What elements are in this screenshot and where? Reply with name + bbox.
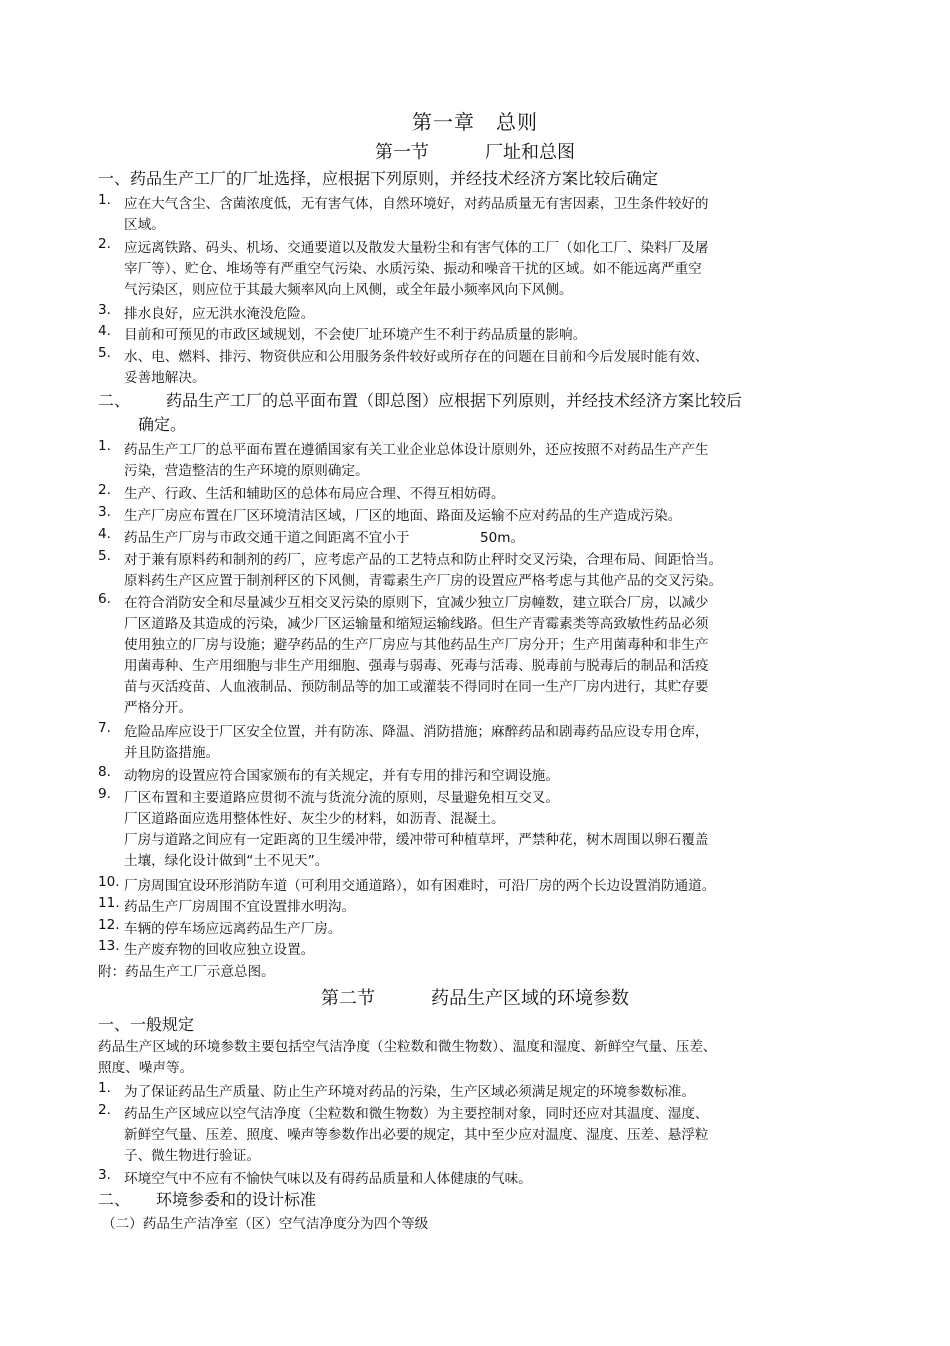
- list-item-number: 7.: [98, 720, 111, 736]
- list-item-text: 在符合消防安全和尽量减少互相交叉污染的原则下，宜减少独立厂房幢数，建立联合厂房，以减少: [124, 595, 709, 611]
- section-name: 药品生产区域的环境参数: [431, 988, 629, 1009]
- list-item-number: 2.: [98, 482, 111, 498]
- list-item-text: 厂房与道路之间应有一定距离的卫生缓冲带，缓冲带可种植草坪，严禁种花，树木周围以卵石覆盖: [124, 832, 709, 848]
- heading-text: 药品生产工厂的总平面布置（即总图）应根据下列原则，并经技术经济方案比较后: [166, 391, 743, 410]
- list-item-number: 10.: [98, 874, 120, 890]
- list-item-text: 妥善地解决。: [124, 370, 206, 386]
- list-item-text: 使用独立的厂房与设施；避孕药品的生产厂房应与其他药品生产厂房分开；生产用菌毒种和非生产: [124, 637, 709, 653]
- list-item-number: 12.: [98, 917, 120, 933]
- list-item-text: 动物房的设置应符合国家颁布的有关规定，并有专用的排污和空调设施。: [124, 768, 559, 784]
- intro-line: 药品生产区域的环境参数主要包括空气洁净度（尘粒数和微生物数）、温度和湿度、新鲜空气量、压差、: [98, 1039, 717, 1055]
- section-number: 第二节: [321, 988, 375, 1009]
- list-item-text: 药品生产厂房与市政交通干道之间距离不宜小于: [124, 530, 410, 546]
- section-title-2: [0, 984, 950, 1010]
- list-item-text: 厂区布置和主要道路应贯彻不流与货流分流的原则，尽量避免相互交叉。: [124, 790, 559, 806]
- appendix-note: 附：药品生产工厂示意总图。: [98, 964, 275, 980]
- list-item-number: 8.: [98, 764, 111, 780]
- list-item-text: 环境空气中不应有不愉快气味以及有碍药品质量和人体健康的气味。: [124, 1171, 532, 1187]
- list-item-text: 生产废弃物的回收应独立设置。: [124, 942, 315, 958]
- list-item-number: 11.: [98, 895, 120, 911]
- list-item-text: 厂区道路面应选用整体性好、灰尘少的材料，如沥青、混凝土。: [124, 811, 505, 827]
- list-item-text: 原料药生产区应置于制剂秤区的下风侧，青霉素生产厂房的设置应严格考虑与其他产品的交叉污染。: [124, 573, 723, 589]
- list-item-text: 应在大气含尘、含菌浓度低，无有害气体，自然环境好，对药品质量无有害因素，卫生条件较好的: [124, 196, 709, 212]
- list-item-text: 子、微生物进行验证。: [124, 1148, 260, 1164]
- list-item-number: 1.: [98, 192, 111, 208]
- list-item-number: 6.: [98, 591, 111, 607]
- list-item-text: 严格分开。: [124, 700, 192, 716]
- intro-line: 照度、噪声等。: [98, 1060, 194, 1076]
- list-item-number: 13.: [98, 938, 120, 954]
- heading-general-rules: 一、一般规定: [98, 1015, 195, 1034]
- list-item-text: 苗与灭活疫苗、人血液制品、预防制品等的加工或灌装不得同时在同一生产厂房内进行，其贮存要: [124, 679, 709, 695]
- heading-text: 环境参委和的设计标准: [156, 1190, 317, 1209]
- list-item-number: 5.: [98, 548, 111, 564]
- sub-heading-cleanliness: （二）药品生产洁净室（区）空气洁净度分为四个等级: [102, 1216, 429, 1232]
- list-item-text: 药品生产厂房周围不宜设置排水明沟。: [124, 899, 356, 915]
- list-item-text: 危险品库应设于厂区安全位置，并有防冻、降温、消防措施；麻醉药品和剧毒药品应设专用仓库，: [124, 724, 709, 740]
- list-item-number: 3.: [98, 1167, 111, 1183]
- list-item-text: 应远离铁路、码头、机场、交通要道以及散发大量粉尘和有害气体的工厂（如化工厂、染料厂及屠: [124, 240, 709, 256]
- heading-number: 二、: [98, 391, 131, 410]
- list-item-number: 2.: [98, 236, 111, 252]
- list-item-text: 对于兼有原料药和制剂的药厂，应考虑产品的工艺特点和防止秤时交叉污染，合理布局、间距恰当。: [124, 552, 723, 568]
- list-item-number: 4.: [98, 526, 111, 542]
- heading-number: 二、: [98, 1190, 131, 1209]
- list-item-number: 5.: [98, 345, 111, 361]
- list-item-text: 排水良好，应无洪水淹没危险。: [124, 306, 315, 322]
- heading-layout-line1: [98, 388, 742, 411]
- heading-site-selection: 一、药品生产工厂的厂址选择，应根据下列原则，并经技术经济方案比较后确定: [98, 169, 659, 188]
- list-item-text: 生产、行政、生活和辅助区的总体布局应合理、不得互相妨碍。: [124, 486, 505, 502]
- chapter-title: 第一章 总则: [412, 110, 538, 134]
- list-item-text: 厂房周围宜设环形消防车道（可利用交通道路），如有困难时，可沿厂房的两个长边设置消防通道。: [124, 878, 716, 894]
- list-item-text: 污染，营造整洁的生产环境的原则确定。: [124, 463, 369, 479]
- list-item-number: 4.: [98, 323, 111, 339]
- list-item-number: 2.: [98, 1102, 111, 1118]
- list-item-number: 3.: [98, 302, 111, 318]
- list-item-text: 区域。: [124, 217, 165, 233]
- heading-design-standard: [98, 1187, 316, 1210]
- list-item-text: 药品生产区域应以空气洁净度（尘粒数和微生物数）为主要控制对象，同时还应对其温度、湿度、: [124, 1106, 709, 1122]
- list-item-text: 药品生产工厂的总平面布置在遵循国家有关工业企业总体设计原则外，还应按照不对药品生产产生: [124, 442, 709, 458]
- list-item-number: 1.: [98, 1080, 111, 1096]
- list-item-text: 宰厂等）、贮仓、堆场等有严重空气污染、水质污染、振动和噪音干扰的区域。如不能远离严重空: [124, 261, 702, 277]
- list-item-number: 9.: [98, 786, 111, 802]
- list-item-text: 生产厂房应布置在厂区环境清洁区域，厂区的地面、路面及运输不应对药品的生产造成污染。: [124, 508, 682, 524]
- list-item-text: 目前和可预见的市政区域规划，不会使厂址环境产生不利于药品质量的影响。: [124, 327, 587, 343]
- distance-value: 50m。: [480, 530, 525, 546]
- list-item-text: 水、电、燃料、排污、物资供应和公用服务条件较好或所存在的问题在目前和今后发展时能有效、: [124, 349, 709, 365]
- list-item-text: 厂区道路及其造成的污染，减少厂区运输量和缩短运输线路。但生产青霉素类等高致敏性药品必须: [124, 616, 709, 632]
- list-item-text: 土壤，绿化设计做到“土不见天”。: [124, 853, 329, 869]
- list-item-text: 气污染区，则应位于其最大频率风向上风侧，或全年最小频率风向下风侧。: [124, 282, 573, 298]
- list-item-number: 1.: [98, 438, 111, 454]
- section-name: 厂址和总图: [485, 142, 575, 163]
- list-item-number: 3.: [98, 504, 111, 520]
- section-title-1: [0, 138, 950, 164]
- section-number: 第一节: [375, 142, 429, 163]
- list-item-text: 为了保证药品生产质量、防止生产环境对药品的污染，生产区域必须满足规定的环境参数标准。: [124, 1084, 695, 1100]
- list-item-text: 新鲜空气量、压差、照度、噪声等参数作出必要的规定，其中至少应对温度、湿度、压差、悬浮粒: [124, 1127, 709, 1143]
- list-item-text: 用菌毒种、生产用细胞与非生产用细胞、强毒与弱毒、死毒与活毒、脱毒前与脱毒后的制品和活疫: [124, 658, 709, 674]
- heading-layout-line2: 确定。: [138, 415, 187, 434]
- list-item-text: 车辆的停车场应远离药品生产厂房。: [124, 921, 342, 937]
- list-item-text: 并且防盗措施。: [124, 745, 220, 761]
